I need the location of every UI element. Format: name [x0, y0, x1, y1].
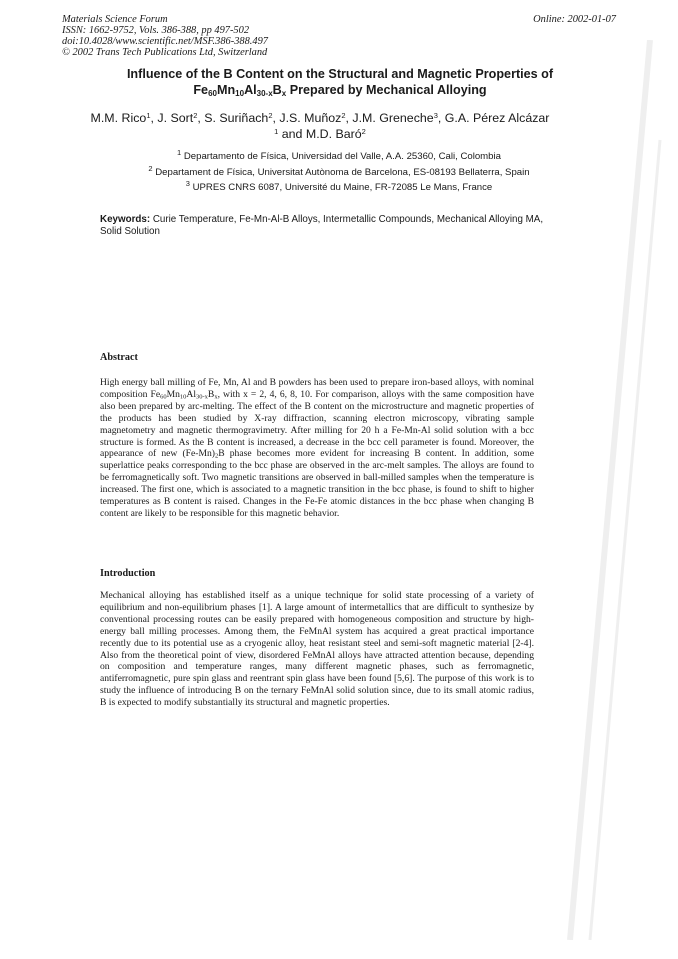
keywords-text: Curie Temperature, Fe-Mn-Al-B Alloys, Intermetallic Compounds, Mechanical Alloying MA, Solid Solution [100, 214, 544, 237]
author-name: M.D. Baró [305, 127, 362, 141]
online-date: Online: 2002-01-07 [533, 14, 616, 25]
affiliation-2: $^2$ Departament de Física, Universitat Autònoma de Barcelona, ES-08193 Bellaterra, Spain [148, 164, 530, 178]
author-name: G.A. Pérez Alcázar [444, 111, 550, 125]
affiliation-1: $^1$ Departamento de Física, Universidad del Valle, A.A. 25360, Cali, Colombia [177, 148, 501, 162]
keywords-label: Keywords: [100, 214, 151, 225]
introduction-heading: Introduction [100, 568, 156, 579]
author-name: S. Suriñach [204, 111, 269, 125]
author-line-1: M.M. Rico$^1$, J. Sort$^2$, S. Suriñach$^2$, J.S. Muñoz$^2$, J.M. Greneche$^3$, G.A. Pérez Alcázar [90, 111, 550, 125]
journal-name: Materials Science Forum [62, 14, 168, 25]
affiliation-3: $^3$ UPRES CNRS 6087, Université du Maine, FR-72085 Le Mans, France [185, 179, 493, 193]
paper-title [96, 66, 584, 98]
introduction-text: Mechanical alloying has established itself as a unique technique for solid state processing of a variety of equilibrium and non-equilibrium phases [1]. A large amount of intermetallics that are difficult to synthesize by conventional processing routes can be easily prepared with homogeneous composition and structure by high-energy ball milling processes. Among them, the FeMnAl system has acquired a great practical importance recently due to its potential use as a cryogenic alloy, heat resistant steel and semi-soft magnetic material [2-4]. Also from the theoretical point of view, disordered FeMnAl alloys have attracted attention because, depending on composition and temperature ranges, many different magnetic phases, such as ferromagnetic, antiferromagnetic, pure spin glass and reentrant spin glass have been found [5,6]. The purpose of this work is to study the influence of introducing B on the ternary FeMnAl solid solution since, due to its small atomic radius, B is expected to modify substantially its structural and magnetic properties. [100, 590, 534, 709]
keywords-block [100, 214, 545, 238]
author-name: J. Sort [157, 111, 194, 125]
journal-header [62, 14, 268, 58]
author-name: J.S. Muñoz [279, 111, 342, 125]
abstract-heading: Abstract [100, 352, 138, 363]
author-list [78, 110, 562, 142]
author-line-2: $^1$ and M.D. Baró$^2$ [274, 127, 366, 141]
title-line-1: Influence of the B Content on the Structural and Magnetic Properties of [126, 67, 554, 81]
abstract-text: High energy ball milling of Fe, Mn, Al and B powders has been used to prepare iron-based alloys, with nominal composition $Fe_{60}Mn_{10}Al_{30-x}B_x$, with x = 2, 4, 6, 8, 10. For comparison, alloys with the same composition have also been prepared by arc-melting. The effect of the B content on the microstructure and magnetic properties of the products has been studied by X-ray diffraction, scanning electron microscopy, vibrating sample magnetometry and magnetic thermogravimetry. After milling for 20 h a Fe-Mn-Al solid solution with a bcc structure is formed. As the B content is increased, a decrease in the bcc cell parameter is found. Moreover, the appearance of new $(Fe-Mn)_2B$ phase becomes more evident for increasing B content. In addition, some superlattice peaks corresponding to the bcc phase are observed in the arc-melt samples. The alloys are found to be ferromagnetically soft. Two magnetic transitions are observed in ball-milled samples when the temperature is increased. The first one, which is associated to a magnetic transition in the bcc phase, is found to shift to higher temperatures as B content is raised. Changes in the Fe-Fe atomic distances in the bcc phase when changing B content are likely to be responsible for this magnetic behavior. [100, 377, 535, 519]
author-name: J.M. Greneche [352, 111, 434, 125]
title-line-2: $Fe_{60}Mn_{10}Al_{30-x}B_x$ Prepared by Mechanical Alloying [193, 83, 487, 98]
author-name: M.M. Rico [90, 111, 147, 125]
doi-line[interactable]: doi:10.4028/www.scientific.net/MSF.386-388.497 [62, 36, 268, 47]
copyright-line: © 2002 Trans Tech Publications Ltd, Switzerland [62, 47, 268, 58]
issn-line: ISSN: 1662-9752, Vols. 386-388, pp 497-502 [62, 25, 250, 36]
